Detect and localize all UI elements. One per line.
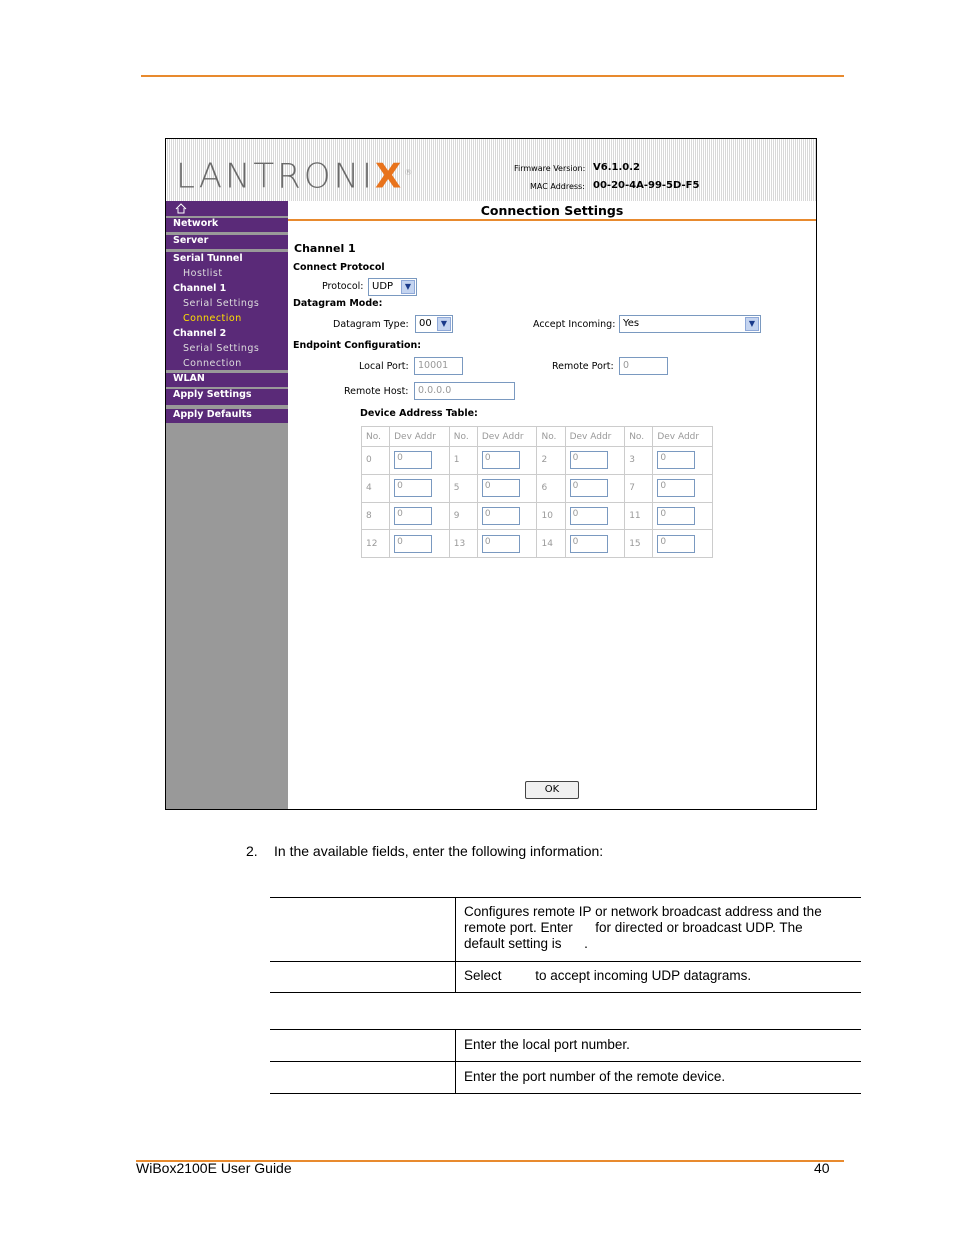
remote-port-label: Remote Port:: [552, 361, 614, 372]
sidebar: [166, 201, 288, 810]
datagram-type-select[interactable]: [415, 315, 453, 333]
page-title: Connection Settings: [480, 203, 624, 218]
accept-incoming-label: Accept Incoming:: [533, 319, 616, 330]
device-no: 6: [537, 474, 565, 502]
dev-addr-input[interactable]: 0: [657, 507, 695, 525]
device-address-table: [361, 426, 713, 558]
remote-host-description: [464, 904, 854, 952]
dev-addr-input[interactable]: 0: [657, 479, 695, 497]
remote-host-input[interactable]: 0.0.0.0: [414, 382, 515, 400]
remote-host-label: Remote Host:: [344, 386, 409, 397]
chevron-down-icon: ▼: [401, 280, 415, 294]
sidebar-item-serial-tunnel[interactable]: Serial Tunnel: [173, 253, 243, 264]
home-row[interactable]: [166, 201, 288, 216]
footer-title: WiBox2100E User Guide: [136, 1160, 292, 1176]
datagram-type-label: Datagram Type:: [333, 319, 409, 330]
dev-addr-input[interactable]: 0: [482, 535, 520, 553]
table-row: [362, 474, 713, 502]
device-no: 9: [449, 502, 477, 530]
table-rule: [270, 1029, 861, 1030]
sidebar-item-channel2[interactable]: Channel 2: [173, 328, 227, 339]
dev-addr-input[interactable]: 0: [570, 479, 608, 497]
column-divider: [455, 897, 456, 993]
step-text: In the available fields, enter the following information:: [274, 843, 604, 859]
sidebar-item-network[interactable]: Network: [166, 218, 288, 232]
sidebar-item-apply-defaults[interactable]: Apply Defaults: [166, 409, 288, 423]
device-no: 13: [449, 530, 477, 558]
description-line: Configures remote IP or network broadcast address and the: [464, 904, 822, 919]
dev-addr-input[interactable]: 0: [482, 479, 520, 497]
connection-settings-screenshot: [165, 138, 817, 810]
dev-addr-input[interactable]: 0: [570, 535, 608, 553]
sidebar-item-ch1-serial-settings[interactable]: Serial Settings: [183, 298, 260, 309]
sidebar-item-channel1[interactable]: Channel 1: [173, 283, 227, 294]
table-rule: [270, 897, 861, 898]
sidebar-item-hostlist[interactable]: Hostlist: [183, 268, 223, 279]
dev-addr-input[interactable]: 0: [394, 507, 432, 525]
col-no-header: No.: [449, 427, 477, 447]
sidebar-item-ch1-connection[interactable]: Connection: [183, 313, 242, 324]
dev-addr-input[interactable]: 0: [394, 535, 432, 553]
ok-button[interactable]: OK: [525, 781, 579, 799]
device-no: 1: [449, 447, 477, 475]
dev-addr-input[interactable]: 0: [570, 451, 608, 469]
dev-addr-input[interactable]: 0: [394, 451, 432, 469]
header-rule: [141, 75, 844, 77]
table-row: [362, 530, 713, 558]
col-no-header: No.: [362, 427, 390, 447]
banner: [166, 139, 816, 201]
device-no: 7: [625, 474, 653, 502]
mac-label: MAC Address:: [530, 182, 585, 191]
dev-addr-input[interactable]: 0: [482, 451, 520, 469]
sidebar-item-ch2-connection[interactable]: Connection: [183, 358, 242, 369]
firmware-label: Firmware Version:: [514, 164, 586, 173]
device-no: 5: [449, 474, 477, 502]
protocol-select[interactable]: [368, 278, 417, 296]
table-rule: [270, 961, 861, 962]
col-no-header: No.: [537, 427, 565, 447]
sidebar-item-apply-settings[interactable]: Apply Settings: [166, 389, 288, 405]
firmware-value: V6.1.0.2: [593, 162, 640, 173]
table-row: [362, 502, 713, 530]
accept-incoming-select[interactable]: [619, 315, 761, 333]
datagram-type-value: 00: [419, 318, 432, 329]
local-port-label: Local Port:: [359, 361, 409, 372]
dev-addr-input[interactable]: 0: [657, 451, 695, 469]
description-line: default setting is .: [464, 936, 588, 951]
col-dev-header: Dev Addr: [390, 427, 450, 447]
sidebar-item-ch2-serial-settings[interactable]: Serial Settings: [183, 343, 260, 354]
accept-incoming-description: Select to accept incoming UDP datagrams.: [464, 968, 752, 983]
table-rule: [270, 1061, 861, 1062]
protocol-label: Protocol:: [322, 281, 364, 292]
device-no: 10: [537, 502, 565, 530]
remote-port-input[interactable]: 0: [619, 357, 668, 375]
mac-value: 00-20-4A-99-5D-F5: [593, 180, 700, 191]
table-rule: [270, 1093, 861, 1094]
device-address-table-heading: Device Address Table:: [360, 408, 478, 419]
col-no-header: No.: [625, 427, 653, 447]
home-icon[interactable]: [175, 203, 187, 214]
device-no: 14: [537, 530, 565, 558]
chevron-down-icon: ▼: [437, 317, 451, 331]
device-no: 4: [362, 474, 390, 502]
col-dev-header: Dev Addr: [477, 427, 537, 447]
dev-addr-input[interactable]: 0: [570, 507, 608, 525]
sidebar-item-server[interactable]: Server: [166, 235, 288, 249]
channel-heading: Channel 1: [294, 242, 356, 255]
datagram-mode-heading: Datagram Mode:: [293, 298, 383, 309]
chevron-down-icon: ▼: [745, 317, 759, 331]
table-rule: [270, 992, 861, 993]
protocol-value: UDP: [372, 281, 394, 292]
col-dev-header: Dev Addr: [653, 427, 713, 447]
device-no: 3: [625, 447, 653, 475]
connect-protocol-heading: Connect Protocol: [293, 262, 385, 273]
device-no: 11: [625, 502, 653, 530]
endpoint-config-heading: Endpoint Configuration:: [293, 340, 422, 351]
accept-incoming-value: Yes: [623, 318, 640, 329]
device-no: 12: [362, 530, 390, 558]
content-panel: [288, 201, 816, 810]
dev-addr-input[interactable]: 0: [657, 535, 695, 553]
local-port-input[interactable]: 10001: [414, 357, 463, 375]
col-dev-header: Dev Addr: [565, 427, 625, 447]
device-no: 2: [537, 447, 565, 475]
remote-port-description: Enter the port number of the remote device.: [464, 1069, 726, 1084]
device-no: 8: [362, 502, 390, 530]
page-number: 40: [814, 1160, 830, 1176]
device-no: 15: [625, 530, 653, 558]
title-rule: [288, 219, 816, 221]
local-port-description: Enter the local port number.: [464, 1037, 630, 1052]
lantronix-logo: LANTRONIX®: [176, 156, 413, 197]
device-no: 0: [362, 447, 390, 475]
table-row: [362, 447, 713, 475]
dev-addr-input[interactable]: 0: [482, 507, 520, 525]
description-line: remote port. Enter for directed or broadcast UDP. The: [464, 920, 803, 935]
step-number: 2.: [246, 843, 258, 859]
sidebar-item-wlan[interactable]: WLAN: [166, 373, 288, 387]
dev-addr-input[interactable]: 0: [394, 479, 432, 497]
